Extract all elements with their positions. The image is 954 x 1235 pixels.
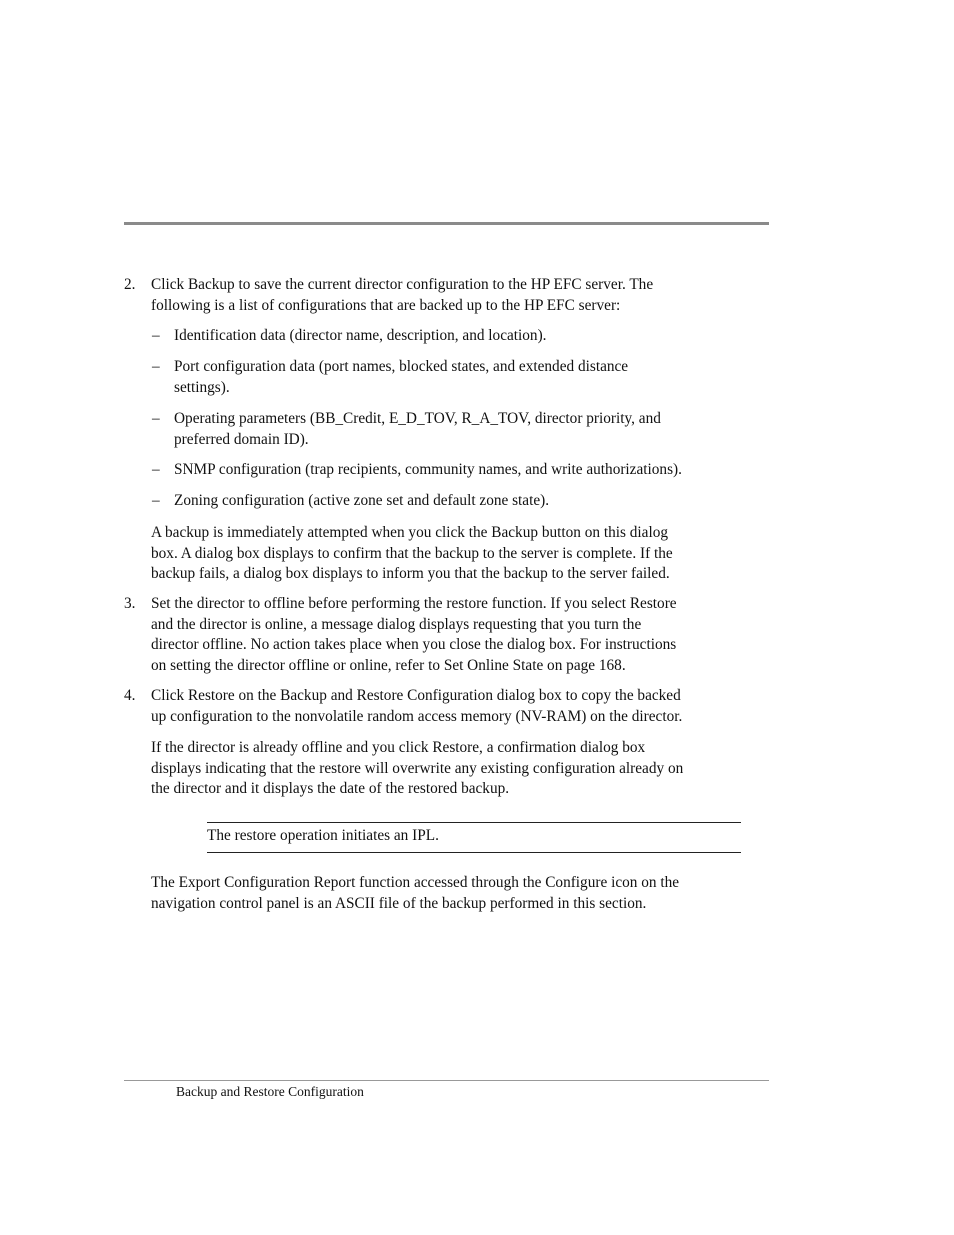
text-line: The Export Configuration Report function accessed through the Configure icon on the	[151, 874, 680, 891]
dash-marker: –	[152, 327, 160, 344]
text-line: following is a list of configurations that are backed up to the HP EFC server:	[151, 296, 621, 314]
header-rule	[124, 222, 769, 225]
text-line: preferred domain ID).	[174, 430, 309, 448]
offline-paragraph	[151, 738, 751, 800]
text-line: backup fails, a dialog box displays to inform you that the backup to the server failed.	[151, 565, 670, 582]
step-number: 3.	[124, 595, 136, 612]
note-text: The restore operation initiates an IPL.	[207, 827, 439, 844]
text-line: on setting the director offline or online, refer to Set Online State on page 168.	[151, 656, 626, 674]
bullet-item	[152, 326, 752, 347]
text-line: and the director is online, a message dialog displays requesting that you turn the	[151, 615, 642, 633]
text-line: the director and it displays the date of the restored backup.	[151, 780, 510, 797]
text-line: Operating parameters (BB_Credit, E_D_TOV, R_A_TOV, director priority, and	[174, 410, 661, 427]
export-paragraph	[151, 873, 751, 914]
dash-marker: –	[152, 461, 160, 478]
step-4	[124, 686, 744, 727]
text-line: director offline. No action takes place when you close the dialog box. For instructions	[151, 636, 677, 653]
bullet-item	[152, 357, 752, 398]
text-line: Set the director to offline before performing the restore function. If you select Restore	[151, 595, 677, 612]
dash-marker: –	[152, 492, 160, 509]
step-number: 4.	[124, 687, 136, 704]
backup-paragraph	[151, 523, 751, 585]
note-top-rule	[207, 822, 741, 823]
text-line: settings).	[174, 378, 230, 396]
step-3	[124, 594, 744, 676]
dash-marker: –	[152, 358, 160, 375]
text-line: Click Restore on the Backup and Restore Configuration dialog box to copy the backed	[151, 687, 681, 704]
text-line: If the director is already offline and you click Restore, a confirmation dialog box	[151, 739, 646, 756]
step-2	[124, 275, 744, 316]
dash-marker: –	[152, 410, 160, 427]
text-line: Click Backup to save the current director configuration to the HP EFC server. The	[151, 276, 654, 293]
text-line: Zoning configuration (active zone set and default zone state).	[174, 492, 550, 509]
bullet-item	[152, 409, 752, 450]
footer-title: Backup and Restore Configuration	[176, 1084, 364, 1099]
text-line: up configuration to the nonvolatile random access memory (NV-RAM) on the director.	[151, 707, 683, 725]
step-number: 2.	[124, 276, 136, 293]
note-bottom-rule	[207, 852, 741, 853]
step-text	[151, 686, 744, 727]
text-line: Identification data (director name, description, and location).	[174, 327, 547, 344]
text-line: box. A dialog box displays to confirm that the backup to the server is complete. If the	[151, 544, 673, 562]
bullet-item	[152, 491, 752, 512]
text-line: Port configuration data (port names, blocked states, and extended distance	[174, 358, 629, 375]
text-line: SNMP configuration (trap recipients, community names, and write authorizations).	[174, 461, 682, 478]
footer-rule	[124, 1080, 769, 1081]
text-line: navigation control panel is an ASCII file of the backup performed in this section.	[151, 894, 647, 912]
bullet-item	[152, 460, 752, 481]
step-text	[151, 275, 744, 316]
text-line: A backup is immediately attempted when you click the Backup button on this dialog	[151, 524, 669, 541]
text-line: displays indicating that the restore will overwrite any existing configuration already on	[151, 759, 684, 777]
step-text	[151, 594, 744, 676]
